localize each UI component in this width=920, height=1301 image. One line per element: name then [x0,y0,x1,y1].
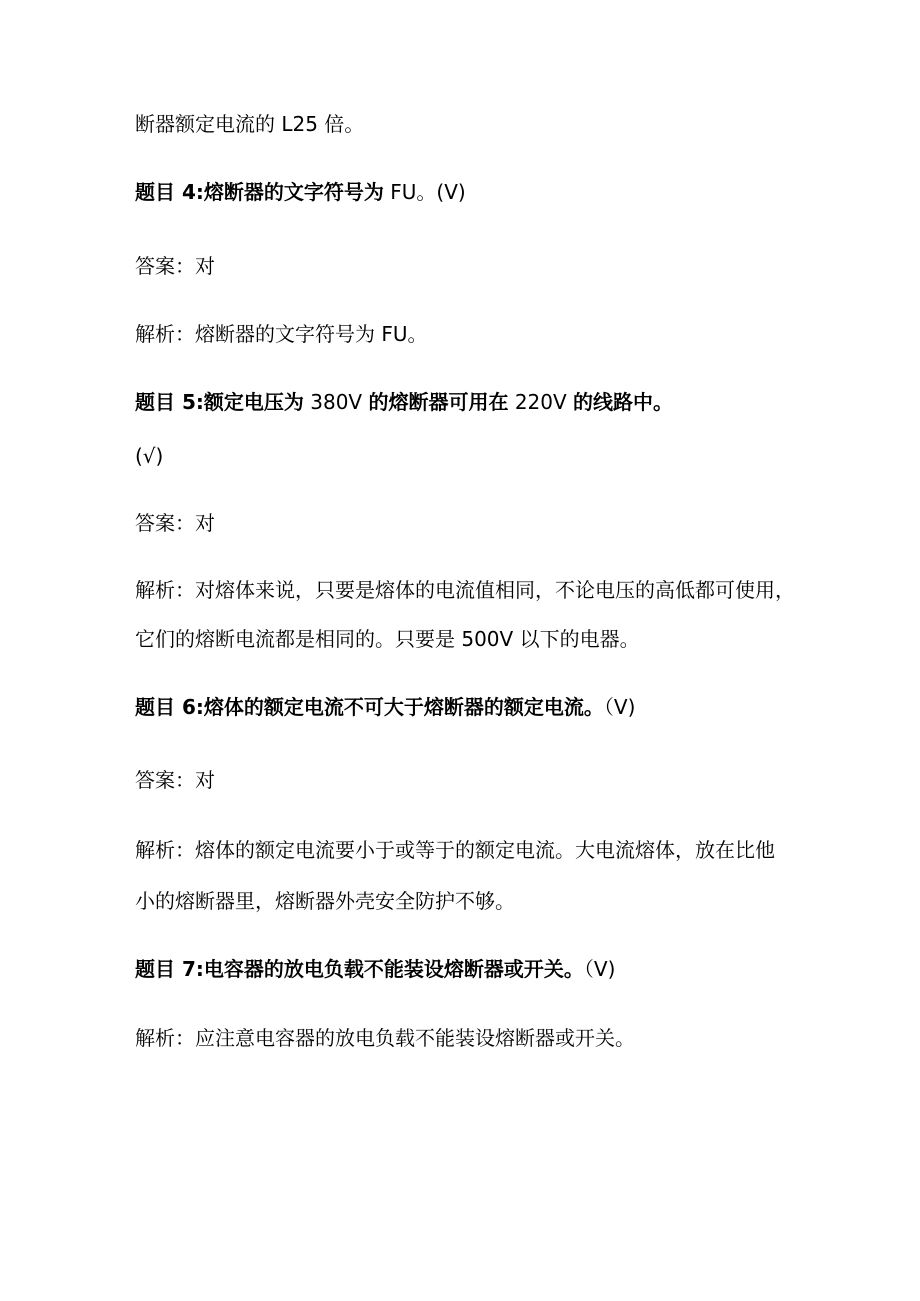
answer-line [135,510,215,536]
question-title-text: 题目 7:电容器的放电负载不能装设熔断器或开关。 [135,957,584,981]
question-title-suffix: （V) [603,695,636,719]
answer-text: 答案：对 [135,768,215,792]
text-line [135,111,364,137]
explanation-line [135,837,775,863]
answer-text: 答案：对 [135,511,215,535]
explanation-text: 解析：应注意电容器的放电负载不能装设熔断器或开关。 [135,1026,635,1050]
question-title-suffix: FU。(V) [383,180,466,204]
answer-line [135,767,215,793]
explanation-line [135,888,515,914]
explanation-text: 小的熔断器里，熔断器外壳安全防护不够。 [135,889,515,913]
question-title-text: 的熔断器可用在 [368,390,509,414]
explanation-line [135,321,428,347]
explanation-text: 解析：熔体的额定电流要小于或等于的额定电流。大电流熔体，放在比他 [135,838,775,862]
question-title [135,694,635,720]
explanation-line [135,577,795,603]
question-title-text: 题目 6:熔体的额定电流不可大于熔断器的额定电流。 [135,695,604,719]
explanation-text: 解析：对熔体来说，只要是熔体的电流值相同，不论电压的高低都可使用， [135,578,795,602]
question-title [135,179,466,205]
explanation-text: 它们的熔断电流都是相同的。只要是 500V 以下的电器。 [135,627,640,651]
question-mark-text: (√) [135,444,164,468]
explanation-line [135,626,640,652]
question-title-continuation [135,443,163,469]
question-title [135,956,615,982]
question-title-value: 380V [303,390,369,414]
answer-line [135,253,215,279]
answer-text: 答案：对 [135,254,215,278]
question-title-text: 题目 4:熔断器的文字符号为 [135,180,384,204]
question-title-suffix: （V) [583,957,616,981]
question-title-text: 题目 5:额定电压为 [135,390,304,414]
explanation-line [135,1025,635,1051]
explanation-text: 解析：熔断器的文字符号为 FU。 [135,322,428,346]
question-title [135,389,673,415]
question-title-value: 220V [508,390,574,414]
text-run: 断器额定电流的 L25 倍。 [135,112,365,136]
question-title-text: 的线路中。 [573,390,674,414]
